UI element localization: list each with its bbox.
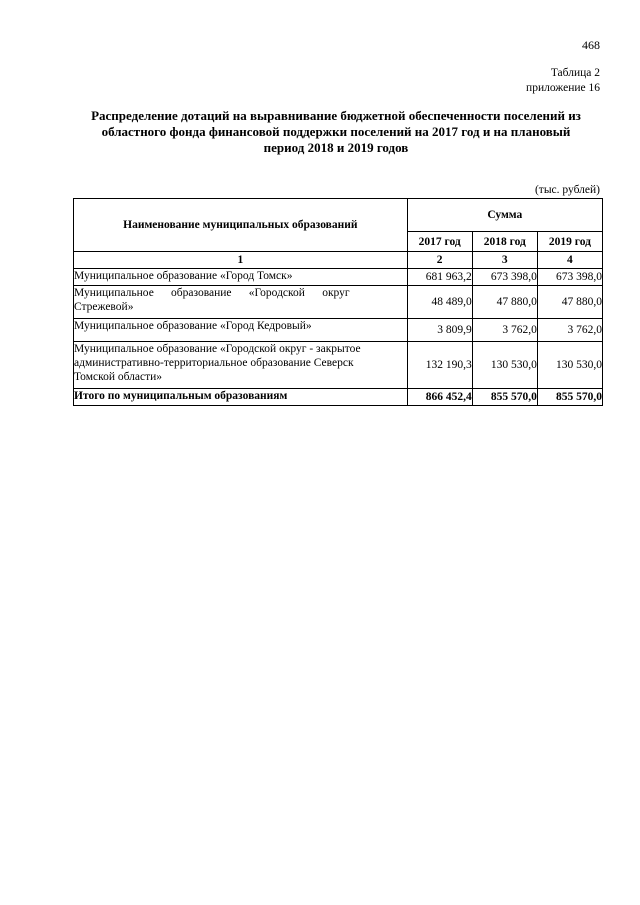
- value-2017: 48 489,0: [407, 286, 472, 319]
- index-cell: 3: [472, 252, 537, 269]
- page-number: 468: [582, 38, 600, 52]
- row-name-line: Муниципальное образование «Город Томск»: [74, 270, 293, 282]
- table-label-line: приложение 16: [526, 82, 600, 94]
- value-2018: 3 762,0: [472, 319, 537, 342]
- table-row: [74, 269, 603, 286]
- total-2018: 855 570,0: [472, 389, 537, 406]
- value-2019: 130 530,0: [537, 342, 602, 389]
- value-2018: 47 880,0: [472, 286, 537, 319]
- header-sum: Сумма: [407, 199, 602, 232]
- row-name: [74, 342, 408, 389]
- header-year-2019: 2019 год: [537, 232, 602, 252]
- value-2019: 673 398,0: [537, 269, 602, 286]
- value-2019: 3 762,0: [537, 319, 602, 342]
- row-name-line: Муниципальное образование «Город Кедровый»: [74, 320, 312, 332]
- header-name: Наименование муниципальных образований: [74, 199, 408, 252]
- total-2019: 855 570,0: [537, 389, 602, 406]
- row-name-line: Муниципальное образование «Городской округ: [74, 287, 350, 299]
- value-2017: 681 963,2: [407, 269, 472, 286]
- row-name-line: административно-территориальное образование Северск: [74, 357, 354, 369]
- title-line: период 2018 и 2019 годов: [263, 140, 409, 155]
- index-cell: 1: [74, 252, 408, 269]
- units-note: (тыс. рублей): [534, 184, 600, 196]
- header-year-2018: 2018 год: [472, 232, 537, 252]
- subsidies-table: [73, 198, 603, 406]
- row-name-line: Муниципальное образование «Городской округ - закрытое: [74, 343, 361, 355]
- title-line: областного фонда финансовой поддержки поселений на 2017 год и на плановый: [101, 124, 571, 139]
- row-name: [74, 286, 408, 319]
- value-2019: 47 880,0: [537, 286, 602, 319]
- index-row: [74, 252, 603, 269]
- title-line: Распределение дотаций на выравнивание бюджетной обеспеченности поселений из: [91, 108, 581, 123]
- row-name: [74, 269, 408, 286]
- table-row: [74, 319, 603, 342]
- total-row: [74, 389, 603, 406]
- row-name-line: Стрежевой»: [74, 301, 134, 313]
- header-year-2017: 2017 год: [407, 232, 472, 252]
- row-name: [74, 319, 408, 342]
- value-2017: 3 809,9: [407, 319, 472, 342]
- table-row: [74, 342, 603, 389]
- table-label: [526, 66, 600, 96]
- index-cell: 2: [407, 252, 472, 269]
- index-cell: 4: [537, 252, 602, 269]
- total-2017: 866 452,4: [407, 389, 472, 406]
- table-row: [74, 286, 603, 319]
- value-2018: 673 398,0: [472, 269, 537, 286]
- value-2017: 132 190,3: [407, 342, 472, 389]
- total-label: Итого по муниципальным образованиям: [74, 389, 408, 406]
- row-name-line: Томской области»: [74, 371, 163, 383]
- value-2018: 130 530,0: [472, 342, 537, 389]
- table-label-line: Таблица 2: [550, 67, 600, 79]
- document-title: [66, 108, 606, 156]
